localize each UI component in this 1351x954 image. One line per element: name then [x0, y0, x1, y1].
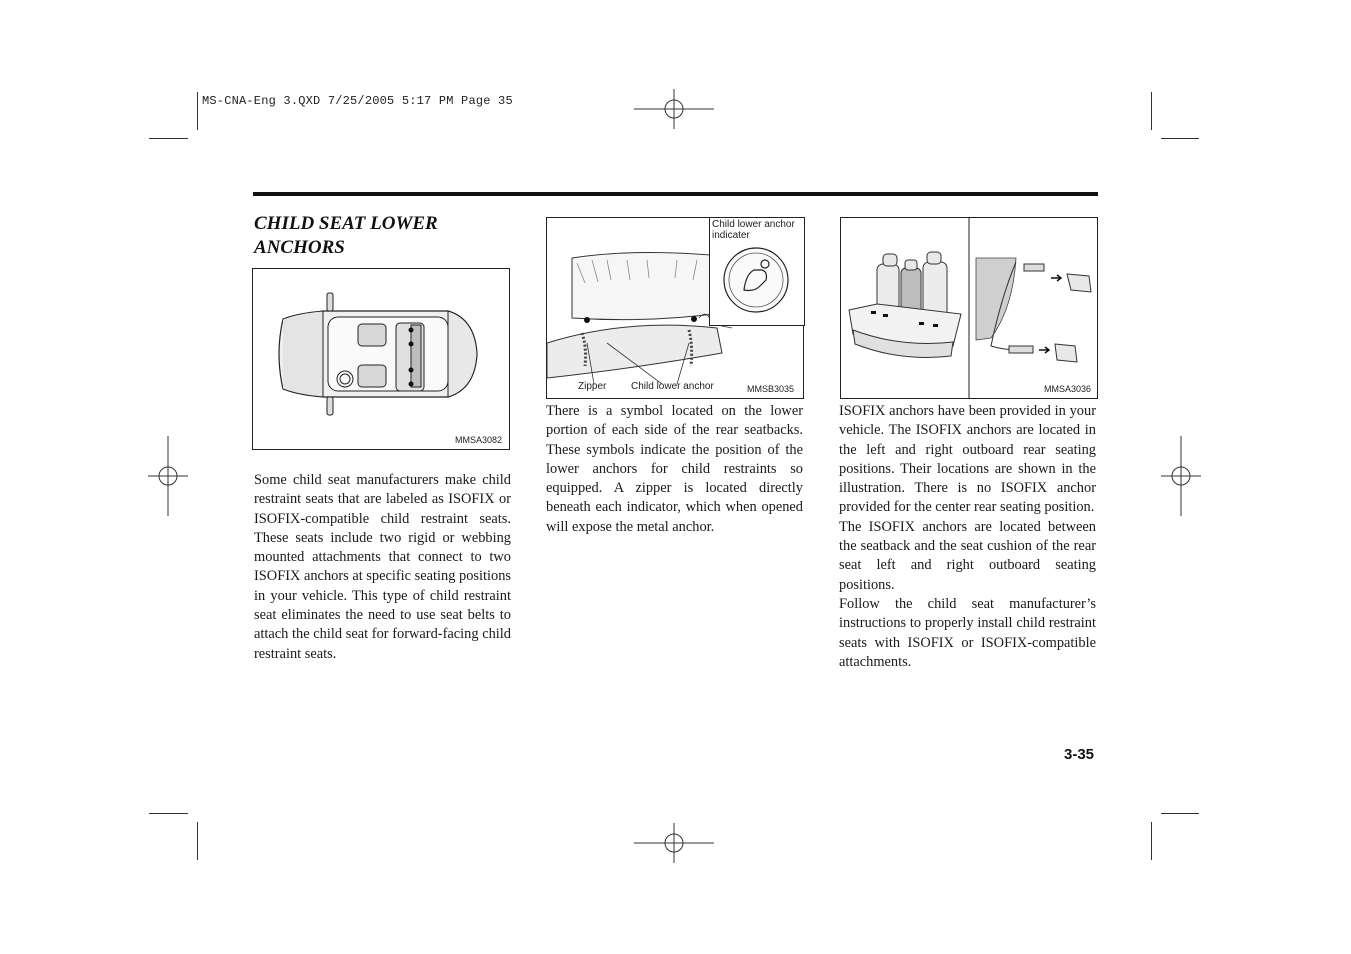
figure-car-top-view: [252, 268, 510, 450]
registration-mark-left: [148, 436, 188, 516]
body-column-3: [839, 402, 1096, 672]
figure-code: MMSB3035: [747, 384, 795, 394]
page-number: 3-35: [1064, 746, 1095, 763]
registration-mark-bottom: [634, 823, 714, 863]
figure-code: MMSA3082: [455, 435, 503, 445]
registration-mark-top: [634, 89, 714, 129]
figure-code: MMSA3036: [1044, 384, 1092, 394]
paragraph: ISOFIX anchors have been provided in your vehicle. The ISOFIX anchors are located in the left and right outboard rear seating positions. Their locations are shown in the illustration. There is no ISOFIX anchor provided for the center rear seating position.: [839, 403, 1096, 516]
header-rule: [253, 192, 1098, 196]
indicator-inset: [709, 217, 805, 326]
body-column-2: [546, 402, 803, 537]
zipper-label: Zipper: [578, 381, 607, 392]
print-slug: MS-CNA-Eng 3.QXD 7/25/2005 5:17 PM Page 35: [202, 94, 513, 108]
paragraph: There is a symbol located on the lower portion of each side of the rear seatbacks. These symbols indicate the position of the lower anchors for child restraints so equipped. A zipper is located directly beneath each indicator, which when opened will expose the metal anchor.: [546, 403, 803, 535]
anchor-label: Child lower anchor: [631, 381, 714, 392]
figure-isofix-anchors: [840, 217, 1098, 399]
rear-seat-illustration: [841, 218, 1097, 398]
body-column-1: [254, 471, 511, 664]
paragraph: The ISOFIX anchors are located between the seatback and the seat cushion of the rear seat left and right outboard seating positions.: [839, 518, 1096, 593]
registration-mark-right: [1161, 436, 1201, 516]
paragraph: Follow the child seat manufacturer’s instructions to properly install child restraint seats with ISOFIX or ISOFIX-compatible attachments.: [839, 595, 1096, 670]
figure-seat-indicator: [546, 217, 804, 399]
paragraph: Some child seat manufacturers make child restraint seats that are labeled as ISOFIX or ISOFIX-compatible child restraint seats. These seats include two rigid or webbing mounted attachments that connect to two ISOFIX anchors at specific seating positions in your vehicle. This type of child restraint seat eliminates the need to use seat belts to attach the child seat for forward-facing child restraint seats.: [254, 472, 511, 662]
car-top-view-illustration: [253, 269, 509, 449]
indicator-label: Child lower anchor indicater: [712, 219, 795, 241]
section-title: CHILD SEAT LOWER ANCHORS: [254, 213, 438, 258]
